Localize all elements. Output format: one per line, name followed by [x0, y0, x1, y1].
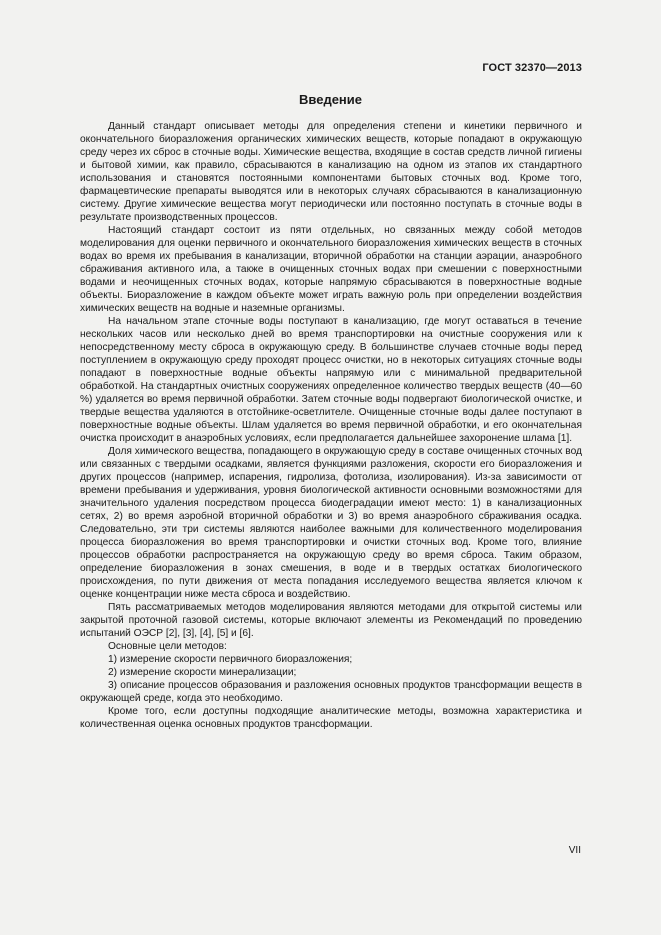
page-number: VII: [568, 845, 581, 856]
standard-number: ГОСТ 32370—2013: [482, 62, 582, 74]
paragraph-goals-heading: Основные цели методов:: [108, 641, 227, 652]
paragraph-fraction: Доля химического вещества, попадающего в окружающую среду в составе очищенных сточных вод или связанных с твердыми осадками, является функциями разложения, скорости его биоразложения и других процессов (например, испарения, гидролиза, фотолиза, изолирования). Из-за зависимости от времени пребывания и удерживания, уровня биологической активности основными возможностями для значительного удаления посредством процесса биодеградации имеют место: 1) в канализационных сетях, 2) во время аэробной вторичной обработки и 3) во время анаэробного сбраживания осадка. Следовательно, эти три системы являются наиболее важными для количественного моделирования процесса биоразложения во время транспортировки и очистки сточных вод. Кроме того, влияние процессов обработки распространяется на окружающую среду во время сброса. Таким образом, определение биоразложения в зонах смешения, в воде и в твердых остатках биологического происхождения, по пути движения от места попадания исследуемого вещества является ключом к оценке концентрации ниже места сброса и воздействию.: [80, 446, 582, 600]
paragraph-initial-stage: На начальном этапе сточные воды поступают в канализацию, где могут оставаться в течение нескольких часов или несколько дней во время транспортировки на очистные сооружения или к непосредственному месту сброса в окружающую среду. В большинстве случаев сточные воды перед поступлением в окружающую среду проходят процесс очистки, но в некоторых ситуациях сточные воды попадают в поверхностные водные объекты напрямую или с минимальной предварительной обработкой. На стандартных очистных сооружениях определенное количество твердых веществ (40—60 %) удаляется во время первичной обработки. Затем сточные воды подвергают биологической очистке, и твердые вещества удаляются в отстойнике-осветлителе. Очищенные сточные воды далее поступают в поверхностные водные объекты. Шлам удаляется во время первичной обработки, и его окончательная очистка происходит в анаэробных условиях, если предполагается дальнейшее захоронение шлама [1].: [80, 316, 582, 444]
paragraph-intro: Данный стандарт описывает методы для определения степени и кинетики первичного и окончательного биоразложения органических химических веществ, которые попадают в окружающую среду через их сброс в сточные воды. Химические вещества, входящие в состав средств личной гигиены и бытовой химии, как правило, сбрасываются в канализацию на одном из этапов их стандартного использования и становятся постоянными компонентами бытовых сточных вод. Кроме того, фармацевтические препараты выводятся или в некоторых случаях сбрасываются в канализационную систему. Другие химические вещества могут периодически или постоянно поступать в сточные воды в результате производственных процессов.: [80, 121, 582, 223]
goal-item: 2) измерение скорости минерализации;: [108, 667, 297, 678]
document-body: [80, 120, 582, 731]
goal-item: 3) описание процессов образования и разложения основных продуктов трансформации веществ в окружающей среде, когда это необходимо.: [80, 680, 582, 704]
paragraph-scope: Настоящий стандарт состоит из пяти отдельных, но связанных между собой методов моделирования для оценки первичного и окончательного биоразложения химических веществ в сточных водах во время их пребывания в канализации, вторичной обработки на станции аэрации, анаэробного сбраживания активного ила, а также в очищенных сточных водах при смешении с поверхностными водами и неочищенных сточных водах, которые напрямую сбрасываются в поверхностные водные объекты. Биоразложение в каждом объекте может играть важную роль при определении воздействия химических веществ на водные и наземные организмы.: [80, 225, 582, 314]
section-title: Введение: [299, 92, 362, 107]
paragraph-closing: Кроме того, если доступны подходящие аналитические методы, возможна характеристика и количественная оценка основных продуктов трансформации.: [80, 706, 582, 730]
goal-item: 1) измерение скорости первичного биоразложения;: [108, 654, 353, 665]
paragraph-methods: Пять рассматриваемых методов моделирования являются методами для открытой системы или закрытой проточной газовой системы, которые включают элементы из Рекомендаций по проведению испытаний ОЭСР [2], [3], [4], [5] и [6].: [80, 602, 582, 639]
